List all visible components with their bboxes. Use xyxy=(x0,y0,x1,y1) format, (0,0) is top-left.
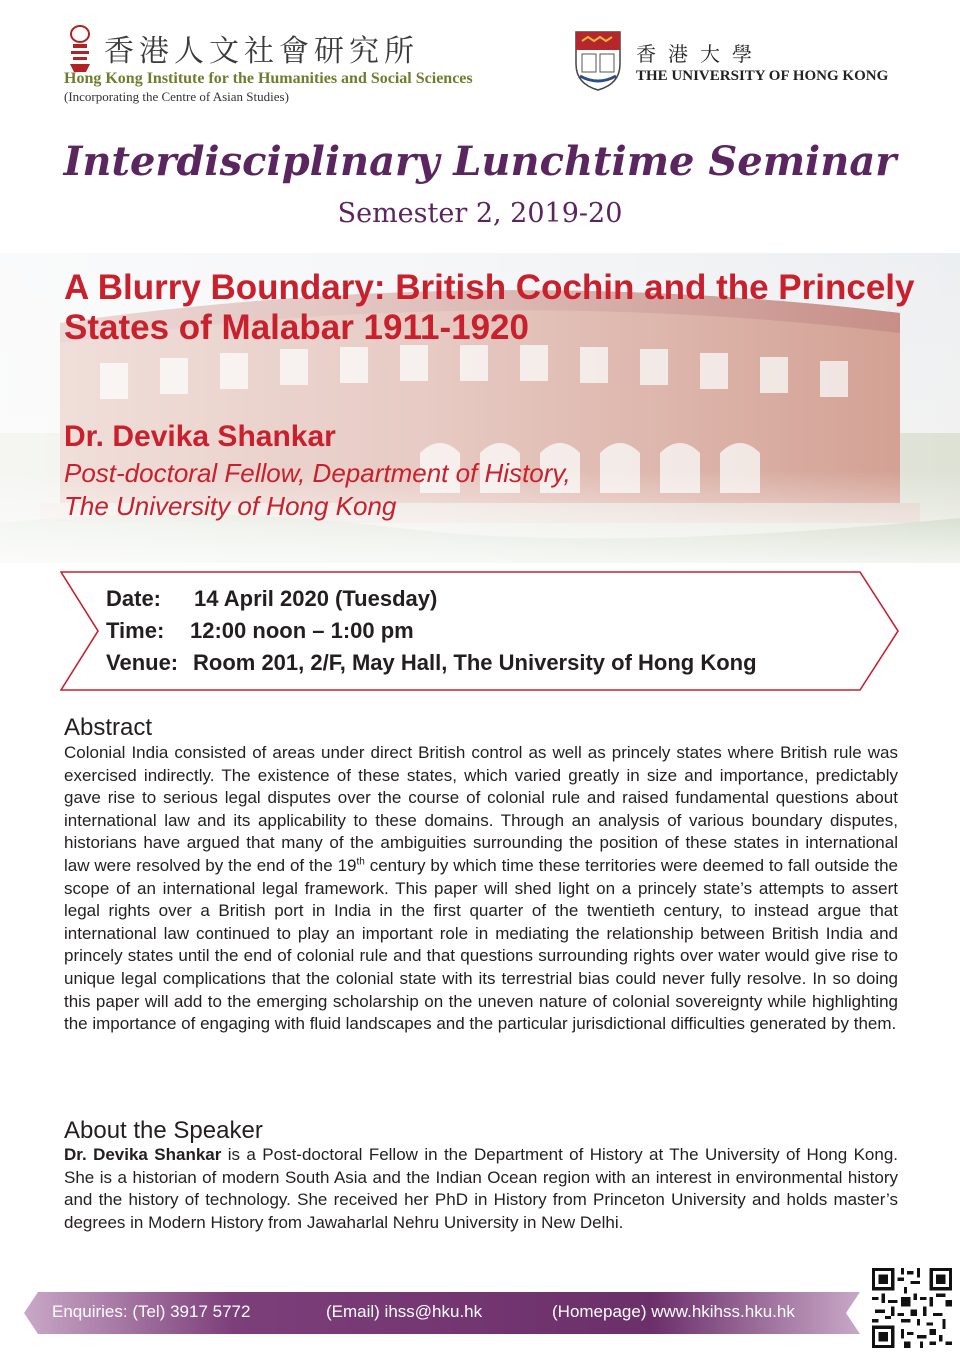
ihss-name-chinese: 香港人文社會研究所 xyxy=(104,34,419,69)
footer-email[interactable]: (Email) ihss@hku.hk xyxy=(326,1302,483,1321)
qr-code-icon[interactable] xyxy=(872,1268,952,1348)
speaker-position: Post-doctoral Fellow, Department of History, xyxy=(64,458,571,488)
hku-crest-icon xyxy=(572,28,624,94)
abstract-text: Colonial India consisted of areas under direct British control as well as princely states where British rule was exercised indirectly. The existence of these states, which varied greatly in size and importance, predictably gave rise to serious legal disputes over the course of colonial rule and raised fundamental questions about international law and its applicability to these domains. Through an analysis of various boundary disputes, historians have argued that many of the ambiguities surrounding the position of these states in international law were resolved by the end of the 19th century by which time these territories were deemed to fall outside the scope of an international legal framework. This paper will shed light on a princely state’s attempts to assert legal rights over a British port in India in the first quarter of the twentieth century, to instead argue that international law continued to play an important role in mediating the relationship between British India and princely states until the end of colonial rule and that questions surrounding rights over water would give rise to unique legal complications that the colonial state with its terrestrial bias could never fully resolve. In so doing this paper will add to the emerging scholarship on the uneven nature of colonial sovereignty while highlighting the importance of engaging with fluid landscapes and the particular jurisdictional difficulties generated by them. xyxy=(64,743,898,1034)
venue-label: Venue: xyxy=(106,650,179,675)
semester-label: Semester 2, 2019-20 xyxy=(337,198,623,229)
hku-name-chinese: 香港大學 xyxy=(636,42,764,66)
time-row xyxy=(106,618,414,644)
about-speaker-name: Dr. Devika Shankar xyxy=(64,1145,222,1164)
ihss-name-english: Hong Kong Institute for the Humanities and Social Sciences xyxy=(64,70,473,87)
time-value: 12:00 noon – 1:00 pm xyxy=(190,618,414,643)
date-row xyxy=(106,586,437,612)
series-title: Interdisciplinary Lunchtime Seminar xyxy=(63,138,897,185)
time-label: Time: xyxy=(106,618,165,643)
ihss-subtitle: (Incorporating the Centre of Asian Studies) xyxy=(64,89,289,104)
ihss-logo-icon xyxy=(60,24,100,74)
talk-title: A Blurry Boundary: British Cochin and the Princely States of Malabar 1911-1920 xyxy=(64,268,915,347)
abstract-heading: Abstract xyxy=(64,714,153,741)
about-text: Dr. Devika Shankar is a Post-doctoral Fellow in the Department of History at The University of Hong Kong. She is a historian of modern South Asia and the Indian Ocean region with an interest in environmental history and the history of technology. She received her PhD in History from Princeton University and holds master’s degrees in Modern History from Jawaharlal Nehru University in New Delhi. xyxy=(64,1145,899,1232)
footer-homepage[interactable]: (Homepage) www.hkihss.hku.hk xyxy=(552,1302,795,1321)
speaker-name: Dr. Devika Shankar xyxy=(64,420,336,453)
about-heading: About the Speaker xyxy=(64,1117,263,1144)
footer-enquiries: Enquiries: (Tel) 3917 5772 xyxy=(52,1302,251,1321)
date-label: Date: xyxy=(106,586,162,611)
hku-name-english: THE UNIVERSITY OF HONG KONG xyxy=(636,68,889,84)
date-value: 14 April 2020 (Tuesday) xyxy=(194,586,438,611)
venue-row xyxy=(106,650,757,676)
venue-value: Room 201, 2/F, May Hall, The University of Hong Kong xyxy=(193,650,757,675)
speaker-affiliation: The University of Hong Kong xyxy=(64,491,397,521)
